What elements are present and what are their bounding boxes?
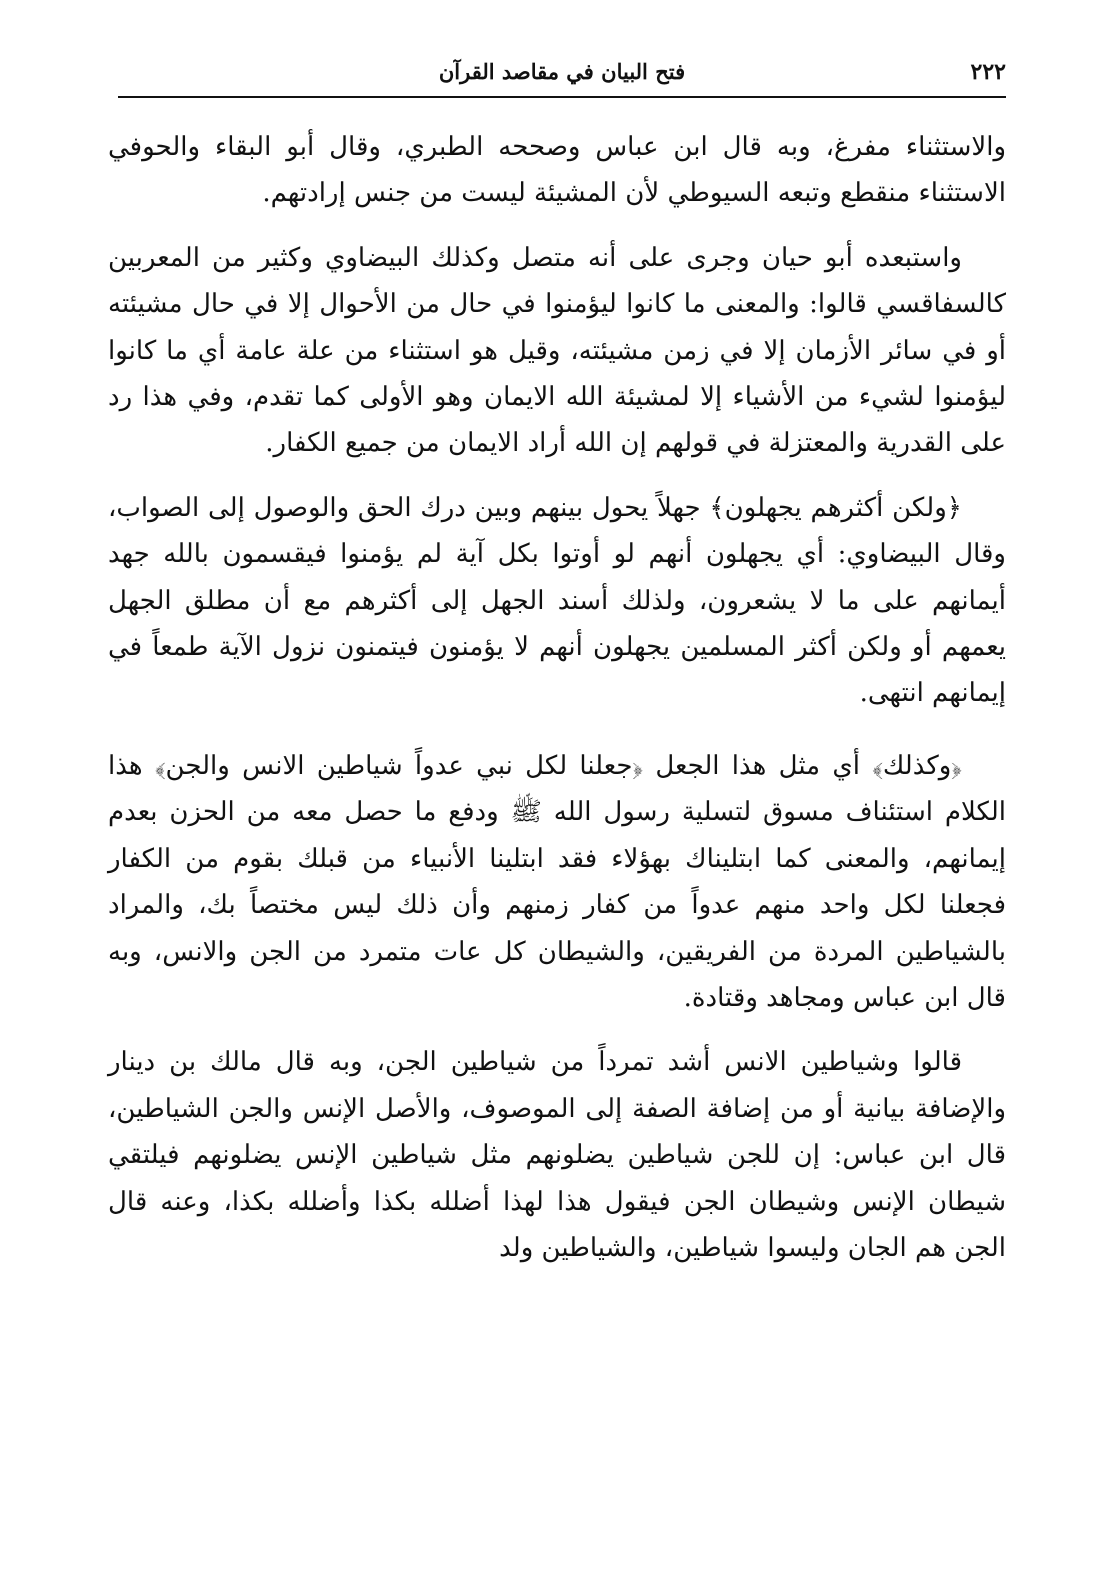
- paragraph-abu-hayyan: واستبعده أبو حيان وجرى على أنه متصل وكذلك البيضاوي وكثير من المعربين كالسفاقسي قالوا: والمعنى ما كانوا ليؤمنوا في حال من الأحوال إلا في حال مشيئته أو في سائر الأزمان إلا في زمن مشيئته، وقيل هو استثناء من علة عامة أي ما كانوا ليؤمنوا لشيء من الأشياء إلا لمشيئة الله الايمان وهو الأولى كما تقدم، وفي هذا رد على القدرية والمعتزلة في قولهم إن الله أراد الايمان من جميع الكفار.: [108, 242, 1006, 459]
- running-title: فتح البيان في مقاصد القرآن: [438, 59, 686, 84]
- paragraph-exception-types: والاستثناء مفرغ، وبه قال ابن عباس وصححه الطبري، وقال أبو البقاء والحوفي الاستثناء منقطع وتبعه السيوطي لأن المشيئة ليست من جنس إرادتهم.: [108, 132, 1006, 209]
- running-head: [118, 52, 1006, 98]
- paragraph-every-prophet-enemy: ﴿وكذلك﴾ أي مثل هذا الجعل ﴿جعلنا لكل نبي عدواً شياطين الانس والجن﴾ هذا الكلام استئناف مسوق لتسلية رسول الله ﷺ ودفع ما حصل معه من الحزن بعدم إيمانهم، والمعنى كما ابتليناك بهؤلاء فقد ابتلينا الأنبياء من قبلك بقوم من الكفار فجعلنا لكل واحد منهم عدواً من كفار زمنهم وأن ذلك ليس مختصاً بك، والمراد بالشياطين المردة من الفريقين، والشيطان كل عات متمرد من الجن والانس، وبه قال ابن عباس ومجاهد وقتادة.: [108, 750, 1006, 1013]
- paragraph-devils-of-mankind: قالوا وشياطين الانس أشد تمرداً من شياطين الجن، وبه قال مالك بن دينار والإضافة بيانية أو من إضافة الصفة إلى الموصوف، والأصل الإنس والجن الشياطين، قال ابن عباس: إن للجن شياطين يضلونهم مثل شياطين الإنس يضلونهم فيلتقي شيطان الإنس وشيطان الجن فيقول هذا لهذا أضلله بكذا وأضلله بكذا، وعنه قال الجن هم الجان وليسوا شياطين، والشياطين ولد: [108, 1047, 1007, 1263]
- body-text: [108, 124, 1006, 1289]
- paragraph-most-are-ignorant: ﴿ولكن أكثرهم يجهلون﴾ جهلاً يحول بينهم وبين درك الحق والوصول إلى الصواب، وقال البيضاوي: أي يجهلون أنهم لو أوتوا بكل آية لم يؤمنوا فيقسمون بالله جهد أيمانهم على ما لا يشعرون، ولذلك أسند الجهل إلى أكثرهم مع أن مطلق الجهل يعمهم أو ولكن أكثر المسلمين يجهلون أنهم لا يؤمنون فيتمنون نزول الآية طمعاً في إيمانهم انتهى.: [108, 492, 1006, 709]
- page-number: ٢٢٢: [970, 59, 1006, 85]
